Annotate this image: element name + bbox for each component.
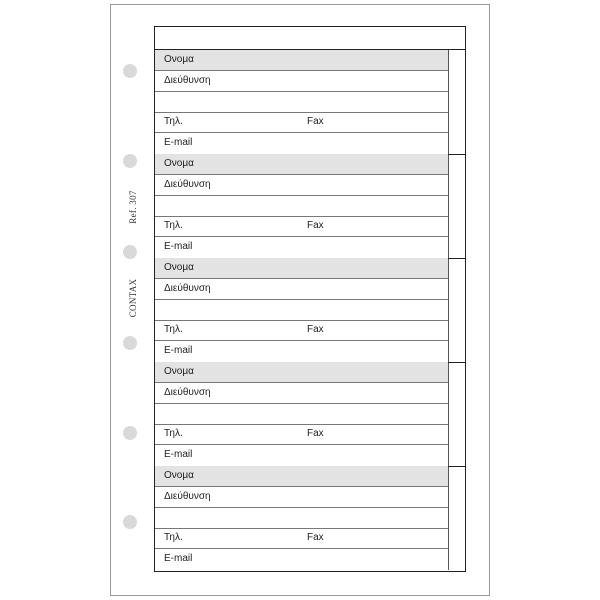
phone-fax-row[interactable]: [155, 112, 448, 133]
phone-label: Τηλ.: [164, 324, 183, 335]
binder-hole: [123, 515, 137, 529]
address-row[interactable]: [155, 383, 448, 404]
name-label: Ονομα: [164, 158, 194, 169]
name-row[interactable]: [155, 466, 448, 487]
email-label: E-mail: [164, 137, 193, 148]
email-label: E-mail: [164, 241, 193, 252]
phone-label: Τηλ.: [164, 116, 183, 127]
email-label: E-mail: [164, 449, 193, 460]
binder-hole: [123, 245, 137, 259]
fax-label: Fax: [307, 116, 324, 127]
email-label: E-mail: [164, 553, 193, 564]
address-line-2[interactable]: [155, 508, 448, 529]
address-row[interactable]: [155, 175, 448, 196]
contact-entry: [155, 154, 465, 258]
name-label: Ονομα: [164, 54, 194, 65]
phone-fax-row[interactable]: [155, 424, 448, 445]
fax-label: Fax: [307, 532, 324, 543]
binder-hole: [123, 154, 137, 168]
email-row[interactable]: [155, 341, 448, 362]
contact-entry: [155, 362, 465, 466]
name-row[interactable]: [155, 258, 448, 279]
address-label: Διεύθυνση: [164, 179, 211, 190]
phone-label: Τηλ.: [164, 220, 183, 231]
phone-fax-row[interactable]: [155, 216, 448, 237]
email-row[interactable]: [155, 445, 448, 466]
fax-label: Fax: [307, 324, 324, 335]
email-row[interactable]: [155, 549, 448, 570]
address-line-2[interactable]: [155, 92, 448, 113]
fax-label: Fax: [307, 428, 324, 439]
address-line-2[interactable]: [155, 300, 448, 321]
address-row[interactable]: [155, 279, 448, 300]
name-row[interactable]: [155, 154, 448, 175]
name-label: Ονομα: [164, 366, 194, 377]
email-label: E-mail: [164, 345, 193, 356]
address-line-2[interactable]: [155, 196, 448, 217]
fax-label: Fax: [307, 220, 324, 231]
contact-entry: [155, 258, 465, 362]
contact-entry: [155, 50, 465, 154]
address-row[interactable]: [155, 71, 448, 92]
binder-hole: [123, 64, 137, 78]
form-header-row: [155, 27, 465, 50]
contact-entry: [155, 466, 465, 570]
name-row[interactable]: [155, 50, 448, 71]
phone-label: Τηλ.: [164, 428, 183, 439]
contact-form: [154, 26, 466, 572]
name-row[interactable]: [155, 362, 448, 383]
name-label: Ονομα: [164, 470, 194, 481]
phone-fax-row[interactable]: [155, 320, 448, 341]
phone-label: Τηλ.: [164, 532, 183, 543]
brand-label: CONTAX: [128, 278, 138, 318]
address-label: Διεύθυνση: [164, 283, 211, 294]
binder-hole: [123, 336, 137, 350]
address-label: Διεύθυνση: [164, 491, 211, 502]
address-label: Διεύθυνση: [164, 75, 211, 86]
email-row[interactable]: [155, 237, 448, 258]
address-row[interactable]: [155, 487, 448, 508]
phone-fax-row[interactable]: [155, 528, 448, 549]
reference-label: Ref. 307: [128, 190, 138, 224]
binder-hole: [123, 426, 137, 440]
email-row[interactable]: [155, 133, 448, 154]
name-label: Ονομα: [164, 262, 194, 273]
address-label: Διεύθυνση: [164, 387, 211, 398]
address-line-2[interactable]: [155, 404, 448, 425]
